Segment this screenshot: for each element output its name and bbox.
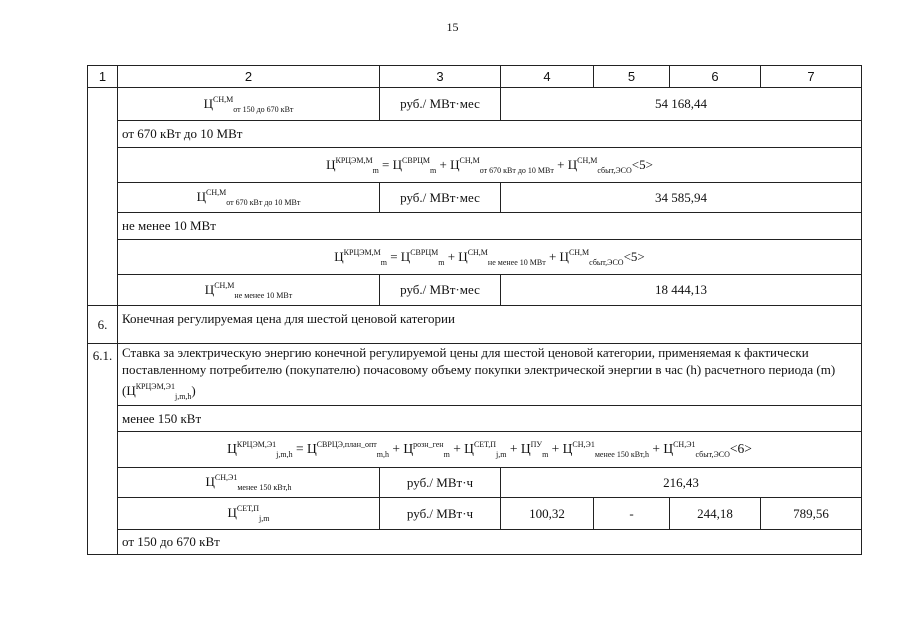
formula: $Ц^{КРЦЭМ,М}_m = Ц^{СВРЦМ}_m + Ц^{СН,М}_{не менее 10 МВт} + Ц^{СН,М}_{сбыт,ЭСО}<5>$	[118, 240, 862, 275]
unit-cell: руб./ МВт·мес	[380, 183, 501, 213]
rate-symbol: $Ц^{СН,М}_{от 150 до 670 кВт}$	[118, 88, 380, 121]
row-number-cell	[88, 88, 118, 306]
table-row	[88, 406, 862, 432]
tariff-table	[87, 65, 862, 555]
section-label: не менее 10 МВт	[118, 213, 862, 240]
table-row	[88, 88, 862, 121]
table-row	[88, 344, 862, 406]
table-header-row	[88, 66, 862, 88]
value-cell: 54 168,44	[501, 88, 862, 121]
unit-cell: руб./ МВт·мес	[380, 88, 501, 121]
rate-symbol: $Ц^{СН,Э1}_{менее 150 кВт,h}$	[118, 468, 380, 498]
table-row	[88, 306, 862, 344]
rate-symbol: $Ц^{СН,М}_{от 670 кВт до 10 МВт}$	[118, 183, 380, 213]
formula: $Ц^{КРЦЭМ,М}_m = Ц^{СВРЦМ}_m + Ц^{СН,М}_{от 670 кВт до 10 МВт} + Ц^{СН,М}_{сбыт,ЭСО}<5>$	[118, 148, 862, 183]
formula: $Ц^{КРЦЭМ,Э1}_{j,m,h} = Ц^{СВРЦЭ,план\_опт}_{m,h} + Ц^{розн\_ген}_m + Ц^{СЕТ,П}_{j,m} + Ц^{ПУ}_m + Ц^{СН,Э1}_{менее 150 кВт,h} + Ц^{СН,Э1}_{сбыт,ЭСО}<6>$	[118, 432, 862, 468]
section-heading: Конечная регулируемая цена для шестой ценовой категории	[118, 306, 862, 344]
value-cell: 244,18	[670, 498, 761, 530]
value-cell: 216,43	[501, 468, 862, 498]
value-cell: 34 585,94	[501, 183, 862, 213]
row-number: 6.1.	[88, 344, 118, 555]
table-row	[88, 468, 862, 498]
table-row	[88, 530, 862, 555]
table-row	[88, 183, 862, 213]
section-label: от 150 до 670 кВт	[118, 530, 862, 555]
unit-cell: руб./ МВт·мес	[380, 275, 501, 306]
table-row	[88, 498, 862, 530]
table-row	[88, 432, 862, 468]
rate-symbol: $Ц^{СЕТ,П}_{j,m}$	[118, 498, 380, 530]
section-label: от 670 кВт до 10 МВт	[118, 121, 862, 148]
column-header: 7	[761, 66, 862, 88]
table-row	[88, 213, 862, 240]
unit-cell: руб./ МВт·ч	[380, 498, 501, 530]
rate-symbol: $Ц^{СН,М}_{не менее 10 МВт}$	[118, 275, 380, 306]
page-number: 15	[446, 20, 459, 34]
row-number: 6.	[88, 306, 118, 344]
value-cell: 18 444,13	[501, 275, 862, 306]
table-row	[88, 240, 862, 275]
table-row	[88, 121, 862, 148]
value-cell: -	[594, 498, 670, 530]
table-row	[88, 148, 862, 183]
column-header: 6	[670, 66, 761, 88]
column-header: 1	[88, 66, 118, 88]
column-header: 3	[380, 66, 501, 88]
table-row	[88, 275, 862, 306]
value-cell: 789,56	[761, 498, 862, 530]
value-cell: 100,32	[501, 498, 594, 530]
section-label: менее 150 кВт	[118, 406, 862, 432]
column-header: 4	[501, 66, 594, 88]
column-header: 2	[118, 66, 380, 88]
unit-cell: руб./ МВт·ч	[380, 468, 501, 498]
section-description: Ставка за электрическую энергию конечной регулируемой цены для шестой ценовой категории, применяемая к фактически поставленному потребителю (покупателю) почасовому объему покупки электрической энергии в час (h) расчетного периода (m) $(Ц^{КРЦЭМ,Э1}_{j,m,h})$	[118, 344, 862, 406]
column-header: 5	[594, 66, 670, 88]
